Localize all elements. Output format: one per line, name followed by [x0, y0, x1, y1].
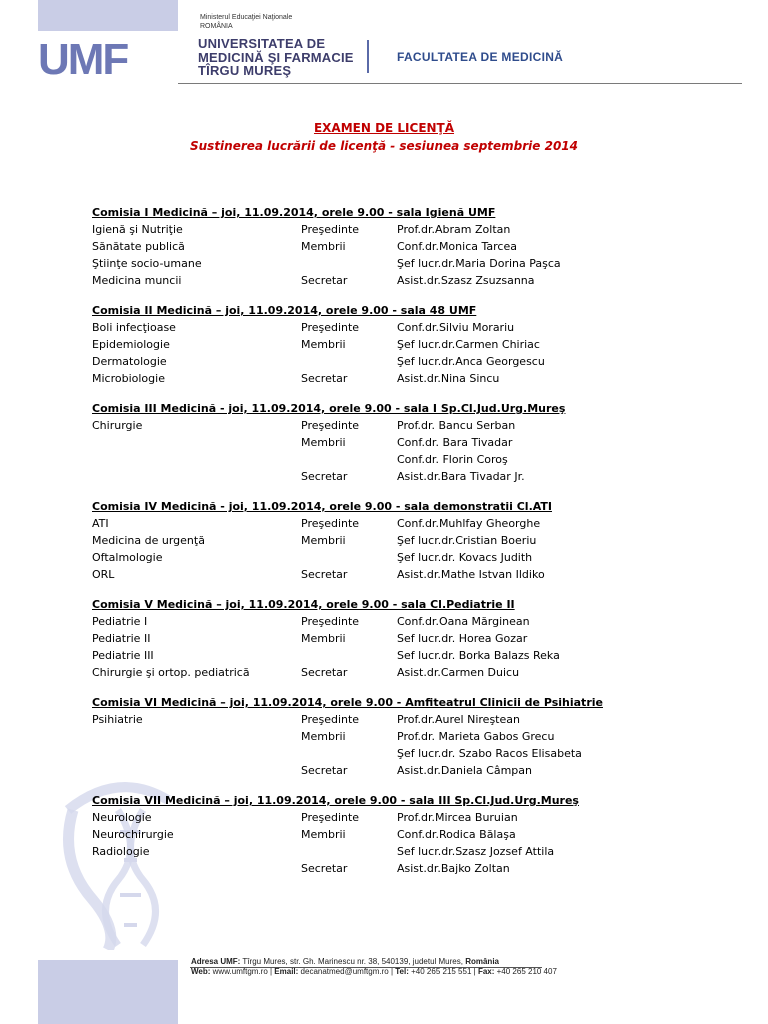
- discipline-cell: ATI: [92, 517, 109, 530]
- ministry-label: [200, 13, 292, 31]
- faculty-name: FACULTATEA DE MEDICINĂ: [397, 50, 564, 64]
- committee-block: [92, 205, 732, 289]
- member-name-cell: Conf.dr. Bara Tivadar: [397, 436, 513, 449]
- committee-heading: Comisia III Medicină - joi, 11.09.2014, orele 9.00 - sala I Sp.Cl.Jud.Urg.Mureş: [92, 402, 566, 415]
- committee-heading: Comisia II Medicină – joi, 11.09.2014, orele 9.00 - sala 48 UMF: [92, 304, 477, 317]
- role-cell: Preşedinte: [301, 517, 360, 530]
- header-divider: [367, 40, 369, 73]
- committee-row: [92, 809, 732, 826]
- exam-title: EXAMEN DE LICENŢĂ: [313, 121, 455, 135]
- committee-row: [92, 221, 732, 238]
- member-name-cell: Şef lucr.dr.Cristian Boeriu: [397, 534, 537, 547]
- role-cell: Preşedinte: [301, 223, 360, 236]
- committee-row: [92, 336, 732, 353]
- member-name-cell: Conf.dr.Monica Tarcea: [397, 240, 517, 253]
- university-line: TÎRGU MUREŞ: [198, 63, 292, 78]
- member-name-cell: Şef lucr.dr.Maria Dorina Paşca: [397, 257, 561, 270]
- footer-address: [191, 957, 557, 967]
- role-cell: Secretar: [301, 274, 348, 287]
- discipline-cell: Chirurgie şi ortop. pediatrică: [92, 666, 250, 679]
- role-cell: Membrii: [301, 730, 346, 743]
- committee-row: [92, 417, 732, 434]
- role-cell: Preşedinte: [301, 419, 360, 432]
- discipline-cell: Sănătate publică: [92, 240, 185, 253]
- member-name-cell: Asist.dr.Carmen Duicu: [397, 666, 520, 679]
- committee-block: [92, 793, 732, 877]
- footer-contacts: Web: www.umftgm.ro | Email: decanatmed@umftgm.ro | Tel: +40 265 215 551 | Fax: +40 265 210 407: [191, 967, 557, 976]
- discipline-cell: Igienă şi Nutriţie: [92, 223, 183, 236]
- committee-row: [92, 630, 732, 647]
- role-cell: Preşedinte: [301, 615, 360, 628]
- member-name-cell: Prof.dr.Aurel Nireştean: [397, 713, 520, 726]
- member-name-cell: Asist.dr.Szasz Zsuzsanna: [397, 274, 535, 287]
- role-cell: Secretar: [301, 470, 348, 483]
- member-name-cell: Conf.dr.Muhlfay Gheorghe: [397, 517, 541, 530]
- discipline-cell: Dermatologie: [92, 355, 167, 368]
- member-name-cell: Şef lucr.dr.Anca Georgescu: [397, 355, 545, 368]
- committee-row: [92, 843, 732, 860]
- role-cell: Membrii: [301, 436, 346, 449]
- committee-row: [92, 664, 732, 681]
- member-name-cell: Conf.dr.Rodica Bălaşa: [397, 828, 516, 841]
- committees-list: [92, 205, 732, 891]
- discipline-cell: Radiologie: [92, 845, 150, 858]
- member-name-cell: Conf.dr.Oana Mărginean: [397, 615, 530, 628]
- role-cell: Preşedinte: [301, 321, 360, 334]
- top-left-decorative-bar: [38, 0, 178, 31]
- committee-row: [92, 255, 732, 272]
- discipline-cell: ORL: [92, 568, 115, 581]
- email-link[interactable]: decanatmed@umftgm.ro: [300, 967, 389, 976]
- committee-block: [92, 499, 732, 583]
- member-name-cell: Şef lucr.dr. Kovacs Judith: [397, 551, 533, 564]
- committee-block: [92, 695, 732, 779]
- committee-heading: Comisia IV Medicină - joi, 11.09.2014, orele 9.00 - sala demonstratii Cl.ATI: [92, 500, 552, 513]
- committee-row: [92, 566, 732, 583]
- university-line: MEDICINĂ ŞI FARMACIE: [198, 49, 354, 65]
- role-cell: Secretar: [301, 862, 348, 875]
- role-cell: Secretar: [301, 666, 348, 679]
- discipline-cell: Medicina muncii: [92, 274, 182, 287]
- tel-value: +40 265 215 551: [411, 967, 472, 976]
- committee-heading: Comisia V Medicină – joi, 11.09.2014, orele 9.00 - sala Cl.Pediatrie II: [92, 598, 515, 611]
- committee-row: [92, 532, 732, 549]
- country-line: ROMÂNIA: [200, 23, 233, 30]
- committee-heading: Comisia VII Medicină – joi, 11.09.2014, orele 9.00 - sala III Sp.Cl.Jud.Urg.Mureş: [92, 794, 579, 807]
- member-name-cell: Asist.dr.Nina Sincu: [397, 372, 500, 385]
- member-name-cell: Conf.dr.Silviu Morariu: [397, 321, 515, 334]
- committee-heading: Comisia I Medicină – joi, 11.09.2014, orele 9.00 - sala Igienă UMF: [92, 206, 496, 219]
- committee-row: [92, 434, 732, 451]
- header-rule: [178, 83, 742, 84]
- discipline-cell: Psihiatrie: [92, 713, 143, 726]
- fax-label: Fax:: [477, 967, 495, 976]
- committee-row: [92, 451, 732, 468]
- footer: [191, 957, 557, 977]
- member-name-cell: Conf.dr. Florin Coroş: [397, 453, 508, 466]
- discipline-cell: Boli infecţioase: [92, 321, 176, 334]
- member-name-cell: Prof.dr. Marieta Gabos Grecu: [397, 730, 555, 743]
- web-link[interactable]: www.umftgm.ro: [212, 967, 268, 976]
- discipline-cell: Microbiologie: [92, 372, 165, 385]
- university-line: UNIVERSITATEA DE: [198, 36, 326, 51]
- committee-row: [92, 353, 732, 370]
- member-name-cell: Sef lucr.dr.Szasz Jozsef Attila: [397, 845, 555, 858]
- address-text: Tîrgu Mures, str. Gh. Marinescu nr. 38, 540139, judetul Mures,: [242, 957, 463, 966]
- committee-row: [92, 860, 732, 877]
- role-cell: Preşedinte: [301, 811, 360, 824]
- discipline-cell: Chirurgie: [92, 419, 143, 432]
- committee-row: [92, 468, 732, 485]
- role-cell: Secretar: [301, 568, 348, 581]
- role-cell: Secretar: [301, 764, 348, 777]
- member-name-cell: Prof.dr.Mircea Buruian: [397, 811, 518, 824]
- committee-row: [92, 728, 732, 745]
- tel-label: Tel:: [395, 967, 409, 976]
- committee-block: [92, 303, 732, 387]
- role-cell: Preşedinte: [301, 713, 360, 726]
- committee-row: [92, 745, 732, 762]
- discipline-cell: Neurochirurgie: [92, 828, 174, 841]
- discipline-cell: Oftalmologie: [92, 551, 163, 564]
- committee-row: [92, 238, 732, 255]
- ministry-line: Ministerul Educaţiei Naţionale: [200, 14, 293, 21]
- fax-value: +40 265 210 407: [496, 967, 557, 976]
- member-name-cell: Asist.dr.Bara Tivadar Jr.: [397, 470, 525, 483]
- role-cell: Membrii: [301, 240, 346, 253]
- committee-row: [92, 515, 732, 532]
- address-country: România: [465, 957, 499, 966]
- member-name-cell: Şef lucr.dr.Carmen Chiriac: [397, 338, 540, 351]
- umf-logo-text: UMF: [38, 38, 128, 78]
- committee-row: [92, 826, 732, 843]
- committee-heading: Comisia VI Medicină – joi, 11.09.2014, orele 9.00 - Amfiteatrul Clinicii de Psihiatrie: [92, 696, 603, 709]
- umf-logo: [38, 38, 178, 78]
- address-label: Adresa UMF:: [191, 957, 241, 966]
- committee-row: [92, 647, 732, 664]
- discipline-cell: Pediatrie III: [92, 649, 154, 662]
- committee-row: [92, 762, 732, 779]
- committee-row: [92, 319, 732, 336]
- web-label: Web:: [191, 967, 211, 976]
- committee-row: [92, 370, 732, 387]
- member-name-cell: Asist.dr.Daniela Câmpan: [397, 764, 532, 777]
- role-cell: Membrii: [301, 828, 346, 841]
- committee-row: [92, 613, 732, 630]
- bottom-left-decorative-bar: [38, 960, 178, 1024]
- member-name-cell: Prof.dr. Bancu Serban: [397, 419, 516, 432]
- discipline-cell: Neurologie: [92, 811, 152, 824]
- committee-block: [92, 401, 732, 485]
- discipline-cell: Ştiinţe socio-umane: [92, 257, 202, 270]
- role-cell: Membrii: [301, 338, 346, 351]
- member-name-cell: Prof.dr.Abram Zoltan: [397, 223, 511, 236]
- email-label: Email:: [274, 967, 299, 976]
- member-name-cell: Sef lucr.dr. Horea Gozar: [397, 632, 528, 645]
- discipline-cell: Pediatrie I: [92, 615, 148, 628]
- committee-row: [92, 272, 732, 289]
- discipline-cell: Pediatrie II: [92, 632, 151, 645]
- member-name-cell: Şef lucr.dr. Szabo Racos Elisabeta: [397, 747, 582, 760]
- discipline-cell: Epidemiologie: [92, 338, 170, 351]
- role-cell: Secretar: [301, 372, 348, 385]
- role-cell: Membrii: [301, 632, 346, 645]
- member-name-cell: Asist.dr.Mathe Istvan Ildiko: [397, 568, 545, 581]
- committee-block: [92, 597, 732, 681]
- university-name: [198, 37, 354, 78]
- member-name-cell: Asist.dr.Bajko Zoltan: [397, 862, 510, 875]
- member-name-cell: Sef lucr.dr. Borka Balazs Reka: [397, 649, 560, 662]
- discipline-cell: Medicina de urgenţă: [92, 534, 205, 547]
- exam-subtitle: Sustinerea lucrării de licenţă - sesiunea septembrie 2014: [189, 139, 579, 153]
- committee-row: [92, 549, 732, 566]
- committee-row: [92, 711, 732, 728]
- role-cell: Membrii: [301, 534, 346, 547]
